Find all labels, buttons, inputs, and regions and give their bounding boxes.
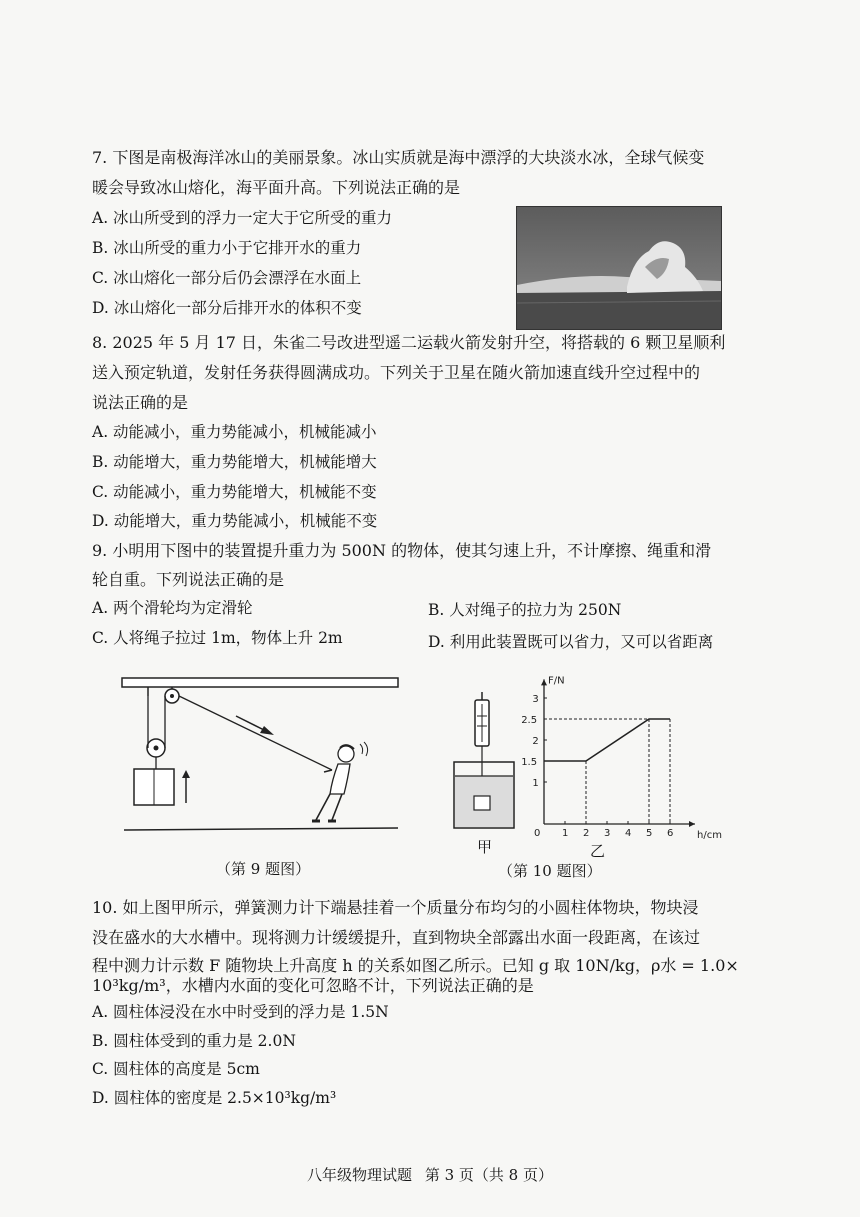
footer-subject: 八年级物理试题: [307, 1166, 413, 1184]
q7-option-d: D. 冰山熔化一部分后排开水的体积不变: [92, 299, 362, 317]
q8-option-d: D. 动能增大，重力势能减小，机械能不变: [92, 512, 378, 530]
x-axis-arrow: [689, 821, 695, 827]
person-pulling: [312, 742, 368, 821]
label-yi: 乙: [590, 842, 606, 860]
q9-figure-caption: （第 9 题图）: [216, 860, 311, 878]
q9-option-a: A. 两个滑轮均为定滑轮: [92, 599, 253, 617]
force-height-chart: [510, 668, 722, 844]
q10-option-c: C. 圆柱体的高度是 5cm: [92, 1060, 260, 1078]
q8-option-c: C. 动能减小，重力势能增大，机械能不变: [92, 483, 377, 501]
q7-option-a: A. 冰山所受到的浮力一定大于它所受的重力: [92, 209, 393, 227]
q10-stem-line-1: 10. 如上图甲所示，弹簧测力计下端悬挂着一个质量分布均匀的小圆柱体物块，物块浸: [92, 898, 699, 917]
y-tick-label: 1: [532, 778, 539, 789]
q10-stem-line-2: 没在盛水的大水槽中。现将测力计缓缓提升，直到物块全部露出水面一段距离，在该过: [92, 928, 701, 947]
q10-option-b: B. 圆柱体受到的重力是 2.0N: [92, 1032, 296, 1050]
q7-option-c: C. 冰山熔化一部分后仍会漂浮在水面上: [92, 269, 362, 287]
y-tick-label: 2: [532, 736, 539, 747]
q8-stem-line-1: 8. 2025 年 5 月 17 日，朱雀二号改进型遥二运载火箭发射升空，将搭载的 6 颗卫星顺利: [92, 333, 726, 352]
chart-x-label: h/cm: [697, 830, 722, 841]
q10-option-d: D. 圆柱体的密度是 2.5×10³kg/m³: [92, 1089, 337, 1107]
q10-stem-line-4: 10³kg/m³，水槽内水面的变化可忽略不计，下列说法正确的是: [92, 976, 534, 995]
q9-stem-line-2: 轮自重。下列说法正确的是: [92, 570, 285, 589]
x-tick-label: 5: [646, 828, 653, 839]
y-tick-label: 1.5: [521, 757, 538, 768]
x-tick-label: 1: [562, 828, 569, 839]
q9-stem-line-1: 9. 小明用下图中的装置提升重力为 500N 的物体，使其匀速上升，不计摩擦、绳重和滑: [92, 541, 712, 560]
q8-option-a: A. 动能减小，重力势能减小，机械能减小: [92, 423, 377, 441]
cylinder-block: [474, 796, 490, 810]
q8-stem-line-2: 送入预定轨道，发射任务获得圆满成功。下列关于卫星在随火箭加速直线升空过程中的: [92, 363, 701, 382]
iceberg-photo: [516, 206, 722, 330]
q10-stem-line-3: 程中测力计示数 F 随物块上升高度 h 的关系如图乙所示。已知 g 取 10N/kg，ρ水 = 1.0×: [92, 956, 739, 975]
footer-page-number: 第 3 页（共 8 页）: [424, 1166, 553, 1184]
y-tick-label: 3: [532, 694, 539, 705]
x-tick-label: 0: [534, 828, 541, 839]
y-axis-arrow: [541, 679, 547, 685]
series-line: [544, 719, 670, 761]
x-tick-label: 6: [667, 828, 674, 839]
label-jia: 甲: [477, 838, 493, 856]
q8-stem-line-3: 说法正确的是: [92, 393, 189, 412]
pulley-figure: [118, 670, 408, 840]
q7-stem-line-2: 暖会导致冰山熔化，海平面升高。下列说法正确的是: [92, 178, 461, 197]
q8-option-b: B. 动能增大，重力势能增大，机械能增大: [92, 453, 377, 471]
q10-option-a: A. 圆柱体浸没在水中时受到的浮力是 1.5N: [92, 1003, 389, 1021]
page-footer: [0, 1164, 860, 1185]
x-tick-label: 2: [583, 828, 590, 839]
q9-option-b: B. 人对绳子的拉力为 250N: [428, 601, 622, 619]
q10-figure-caption: （第 10 题图）: [498, 862, 602, 880]
x-tick-label: 4: [625, 828, 632, 839]
q7-option-b: B. 冰山所受的重力小于它排开水的重力: [92, 239, 362, 257]
q7-stem-line-1: 7. 下图是南极海洋冰山的美丽景象。冰山实质就是海中漂浮的大块淡水冰，全球气候变: [92, 148, 705, 167]
x-tick-label: 3: [604, 828, 611, 839]
y-tick-label: 2.5: [521, 715, 538, 726]
q9-option-d: D. 利用此装置既可以省力，又可以省距离: [428, 633, 714, 651]
chart-y-label: F/N: [548, 675, 565, 687]
q9-option-c: C. 人将绳子拉过 1m，物体上升 2m: [92, 629, 343, 647]
